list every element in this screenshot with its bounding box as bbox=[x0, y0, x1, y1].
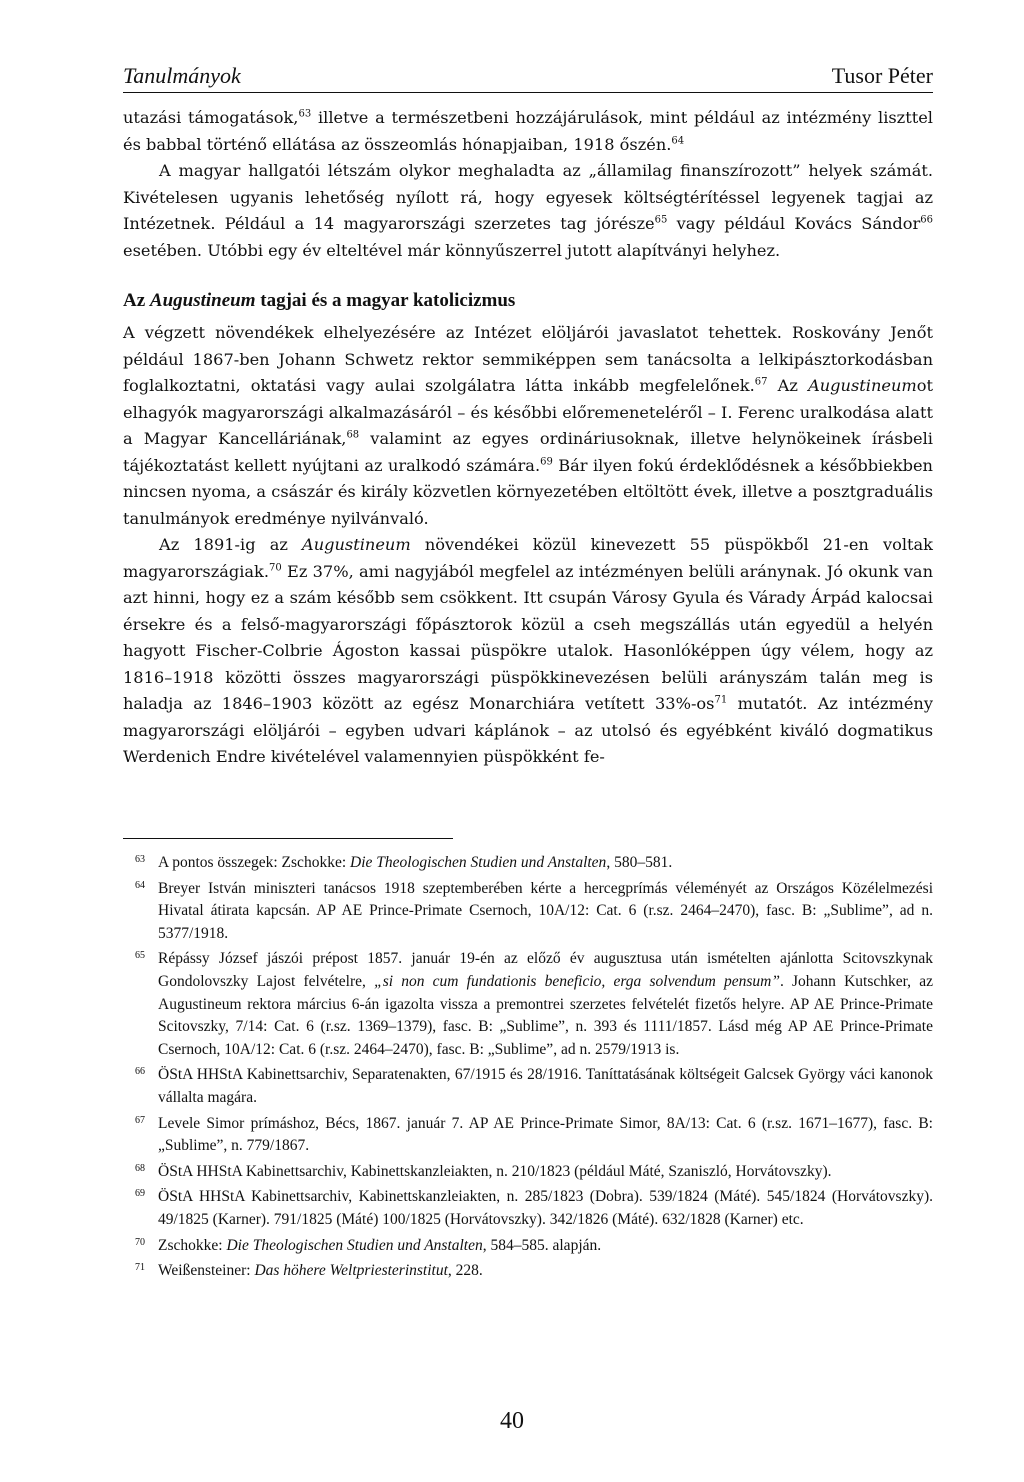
footnotes bbox=[123, 852, 933, 1286]
body-text bbox=[123, 105, 933, 771]
footnote-ref-71[interactable]: 71 bbox=[714, 694, 728, 706]
running-head bbox=[123, 62, 933, 93]
section-heading: Az Augustineum tagjai és a magyar katolicizmus bbox=[123, 290, 516, 311]
footnote-66: 66 ÖStA HHStA Kabinettsarchiv, Separatenakten, 67/1915 és 28/1916. Taníttatásának költségeit Galcsek György váci kanonok vállalta magára. bbox=[135, 1066, 933, 1106]
footnote-ref-69[interactable]: 69 bbox=[540, 456, 553, 468]
footnote-64: 64 Breyer István miniszteri tanácsos 1918 szeptemberében kérte a hercegprímás véleményét az Országos Közélelmezési Hivatal átirata kapcsán. AP AE Prince-Primate Csernoch, 10A/12: Cat. 6 (r.sz. 2464–2470), fasc. B: „Sublime”, ad n. 5377/1918. bbox=[135, 879, 933, 942]
footnote-67: 67 Levele Simor prímáshoz, Bécs, 1867. január 7. AP AE Prince-Primate Simor, 8A/13: Cat. 6 (r.sz. 1671–1677), fasc. B: „Sublime”, n. 779/1867. bbox=[135, 1114, 933, 1155]
footnote-ref-63[interactable]: 63 bbox=[298, 108, 312, 120]
paragraph-3: A végzett növendékek elhelyezésére az Intézet elöljárói javaslatot tehettek. Roskovány Jenőt például 1867-ben Johann Schwetz rektor semmiképpen sem tanácsolta a lelkipásztorkodásban foglalkoztatni, oktatási vagy aulai szolgálatra látta inkább megfelelőnek.$^{67}$ Az Augustineumot elhagyók magyarországi alkalmazásáról – és későbbi előremeneteléről – I. Ferenc uralkodása alatt a Magyar Kancelláriának,$^{68}$ valamint az egyes ordináriusoknak, illetve helynökeinek írásbeli tájékoztatást kellett nyújtani az uralkodó számára.$^{69}$ Bár ilyen fokú érdeklődésnek a későbbiekben nincsen nyoma, a császár és király közvetlen környezetében eltöltött évek, illetve a posztgraduális tanulmányok eredménye nyilvánvaló. bbox=[123, 323, 934, 528]
page-number: 40 bbox=[500, 1408, 524, 1434]
footnote-63: 63 A pontos összegek: Zschokke: Die Theologischen Studien und Anstalten, 580–581. bbox=[135, 854, 673, 871]
footnote-ref-70[interactable]: 70 bbox=[269, 562, 282, 574]
footnote-68: 68 ÖStA HHStA Kabinettsarchiv, Kabinettskanzleiakten, n. 210/1823 (például Máté, Szaniszló, Horvátovszky). bbox=[135, 1162, 832, 1180]
footnote-ref-66[interactable]: 66 bbox=[920, 214, 933, 226]
footnote-71: 71 Weißensteiner: Das höhere Weltpriesterinstitut, 228. bbox=[135, 1262, 483, 1280]
paragraph-2: A magyar hallgatói létszám olykor meghaladta az „államilag finanszírozott” helyek számát. Kivételesen ugyanis lehetőség nyílott rá, hogy egyesek költségtérítéssel legyenek tagjai az Intézetnek. Például a 14 magyarországi szerzetes tag jórésze$^{65}$ vagy például Kovács Sándor$^{66}$ esetében. Utóbbi egy év elteltével már könnyűszerrel jutott alapítványi helyhez. bbox=[123, 161, 933, 260]
paragraph-4: Az 1891-ig az Augustineum növendékei közül kinevezett 55 püspökből 21-en voltak magyarországiak.$^{70}$ Ez 37%, ami nagyjából megfelel az intézményen belüli aránynak. Jó okunk van azt hinni, hogy ez a szám később sem csökkent. Itt csupán Városy Gyula és Várady Árpád kalocsai érsekre és a felső-magyarországi főpásztorok közül a cseh megszállás után egyedül a helyén hagyott Fischer-Colbrie Ágoston kassai püspökre utalok. Hasonlóképpen úgy vélem, hogy az 1816–1918 közötti összes magyarországi püspökkinevezésen belüli arányszám talán meg is haladja az 1846–1903 között az egész Monarchiára vetített $33\%-os^{71}$ mutatót. Az intézmény magyarországi elöljárói – egyben udvari káplánok – az utolsó és egyébként kiváló dogmatikus Werdenich Endre kivételével valamennyien püspökként fe- bbox=[123, 535, 933, 766]
running-head-author: Tusor Péter bbox=[831, 63, 933, 88]
footnote-ref-67[interactable]: 67 bbox=[754, 376, 768, 388]
footnote-divider bbox=[123, 838, 453, 839]
footnote-65: 65 Répássy József jászói prépost 1857. január 19-én az előző év augusztusa után ismételten ajánlotta Scitovszkynak Gondolovszky Lajost felvételre, „si non cum fundationis beneficio, erga solvendum pensum”. Johann Kutschker, az Augustineum rektora március 6-án igazolta vissza a premontrei szerzetes felvételét fizetős helyre. AP AE Prince-Primate Scitovszky, 7/14: Cat. 6 (r.sz. 1369–1379), fasc. B: „Sublime”, n. 393 és 1111/1857. Lásd még AP AE Prince-Primate Csernoch, 10A/12: Cat. 6 (r.sz. 2464–2470), fasc. B: „Sublime”, ad n. 2579/1913 is. bbox=[135, 950, 934, 1058]
footnote-ref-68[interactable]: 68 bbox=[346, 429, 360, 441]
footnote-ref-64[interactable]: 64 bbox=[671, 135, 685, 147]
footnote-70: 70 Zschokke: Die Theologischen Studien und Anstalten, 584–585. alapján. bbox=[135, 1236, 602, 1254]
paragraph-1: utazási támogatások,$^{63}$ illetve a természetbeni hozzájárulások, mint például az intézmény liszttel és babbal történő ellátása az összeomlás hónapjaiban, 1918 őszén.$^{64}$ bbox=[123, 108, 933, 154]
page bbox=[123, 62, 933, 771]
running-head-section: Tanulmányok bbox=[123, 63, 241, 88]
footnote-69: 69 ÖStA HHStA Kabinettsarchiv, Kabinettskanzleiakten, n. 285/1823 (Dobra). 539/1824 (Máté). 545/1824 (Horvátovszky). 49/1825 (Karner). 791/1825 (Máté) 100/1825 (Horvátovszky). 342/1826 (Máté). 632/1828 (Karner) etc. bbox=[135, 1188, 933, 1228]
footnote-ref-65[interactable]: 65 bbox=[654, 214, 668, 226]
